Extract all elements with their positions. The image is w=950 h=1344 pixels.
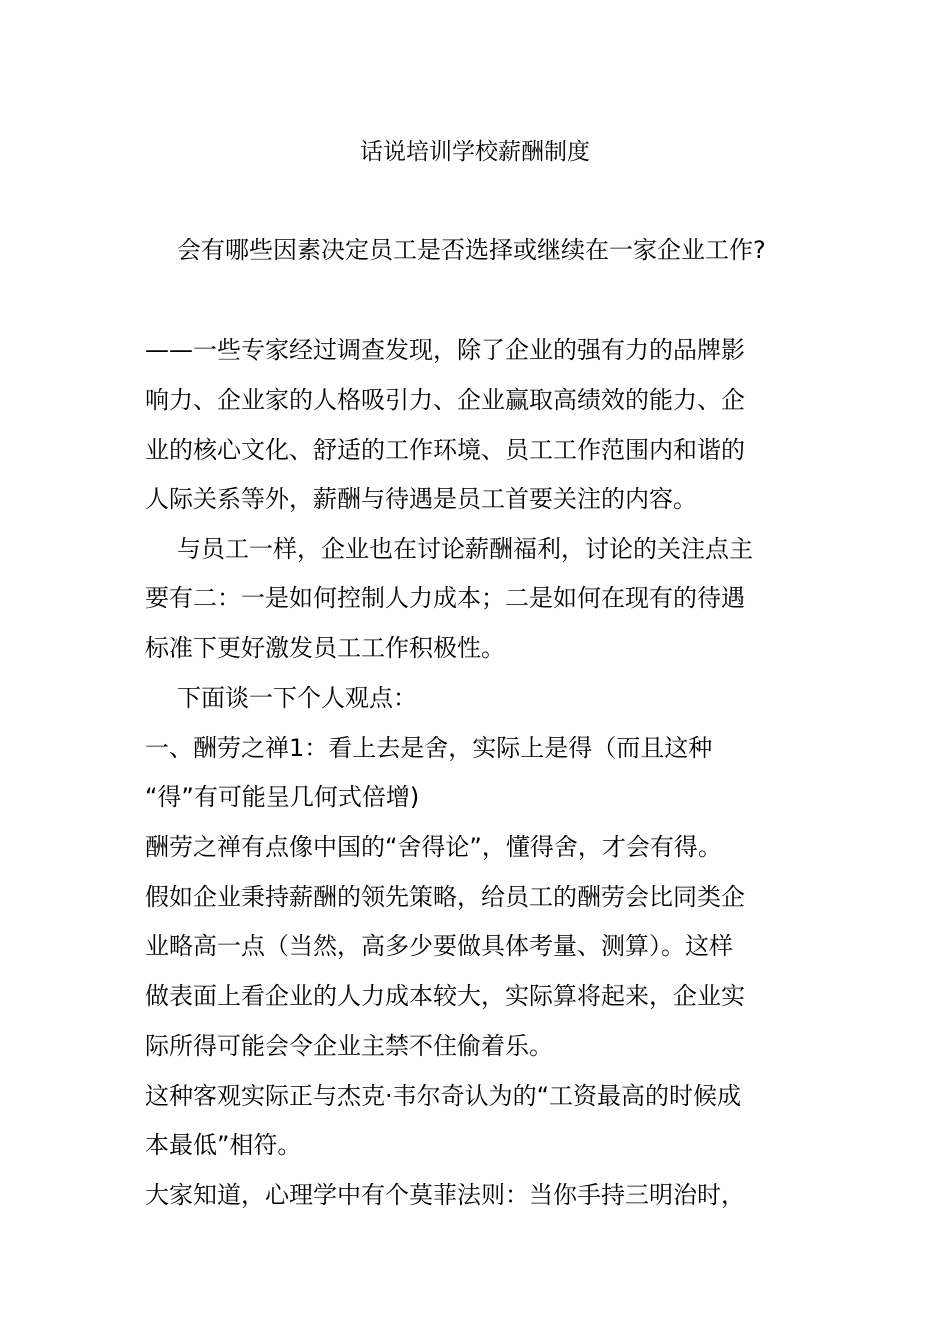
paragraph-line: 假如企业秉持薪酬的领先策略，给员工的酬劳会比同类企 bbox=[145, 883, 745, 911]
paragraph-line: 要有二：一是如何控制人力成本；二是如何在现有的待遇 bbox=[145, 584, 745, 612]
paragraph-line: 这种客观实际正与杰克·韦尔奇认为的“工资最高的时候成 bbox=[145, 1082, 742, 1110]
paragraph-line: 酬劳之禅有点像中国的“舍得论”，懂得舍，才会有得。 bbox=[145, 833, 722, 861]
paragraph-line: 大家知道，心理学中有个莫菲法则：当你手持三明治时， bbox=[145, 1181, 745, 1209]
paragraph-line: 业略高一点（当然，高多少要做具体考量、测算）。这样 bbox=[145, 932, 733, 960]
paragraph-line: 人际关系等外，薪酬与待遇是员工首要关注的内容。 bbox=[145, 485, 697, 513]
section-heading: 一、酬劳之禅1：看上去是舍，实际上是得（而且这种 bbox=[145, 734, 713, 762]
paragraph-line: 本最低”相符。 bbox=[145, 1131, 302, 1159]
paragraph-line: 际所得可能会令企业主禁不住偷着乐。 bbox=[145, 1032, 553, 1060]
paragraph-line: 业的核心文化、舒适的工作环境、员工工作范围内和谐的 bbox=[145, 436, 745, 464]
paragraph-line: 响力、企业家的人格吸引力、企业赢取高绩效的能力、企 bbox=[145, 386, 745, 414]
paragraph-line: 做表面上看企业的人力成本较大，实际算将起来，企业实 bbox=[145, 982, 745, 1010]
question-line: 会有哪些因素决定员工是否选择或继续在一家企业工作? bbox=[177, 236, 766, 264]
paragraph-line: 标准下更好激发员工工作积极性。 bbox=[145, 634, 505, 662]
paragraph-line: 下面谈一下个人观点： bbox=[177, 684, 417, 712]
section-heading: “得”有可能呈几何式倍增) bbox=[145, 783, 420, 811]
document-title: 话说培训学校薪酬制度 bbox=[360, 139, 590, 165]
paragraph-line: ——一些专家经过调查发现，除了企业的强有力的品牌影 bbox=[145, 336, 745, 364]
paragraph-line: 与员工一样，企业也在讨论薪酬福利，讨论的关注点主 bbox=[177, 535, 753, 563]
